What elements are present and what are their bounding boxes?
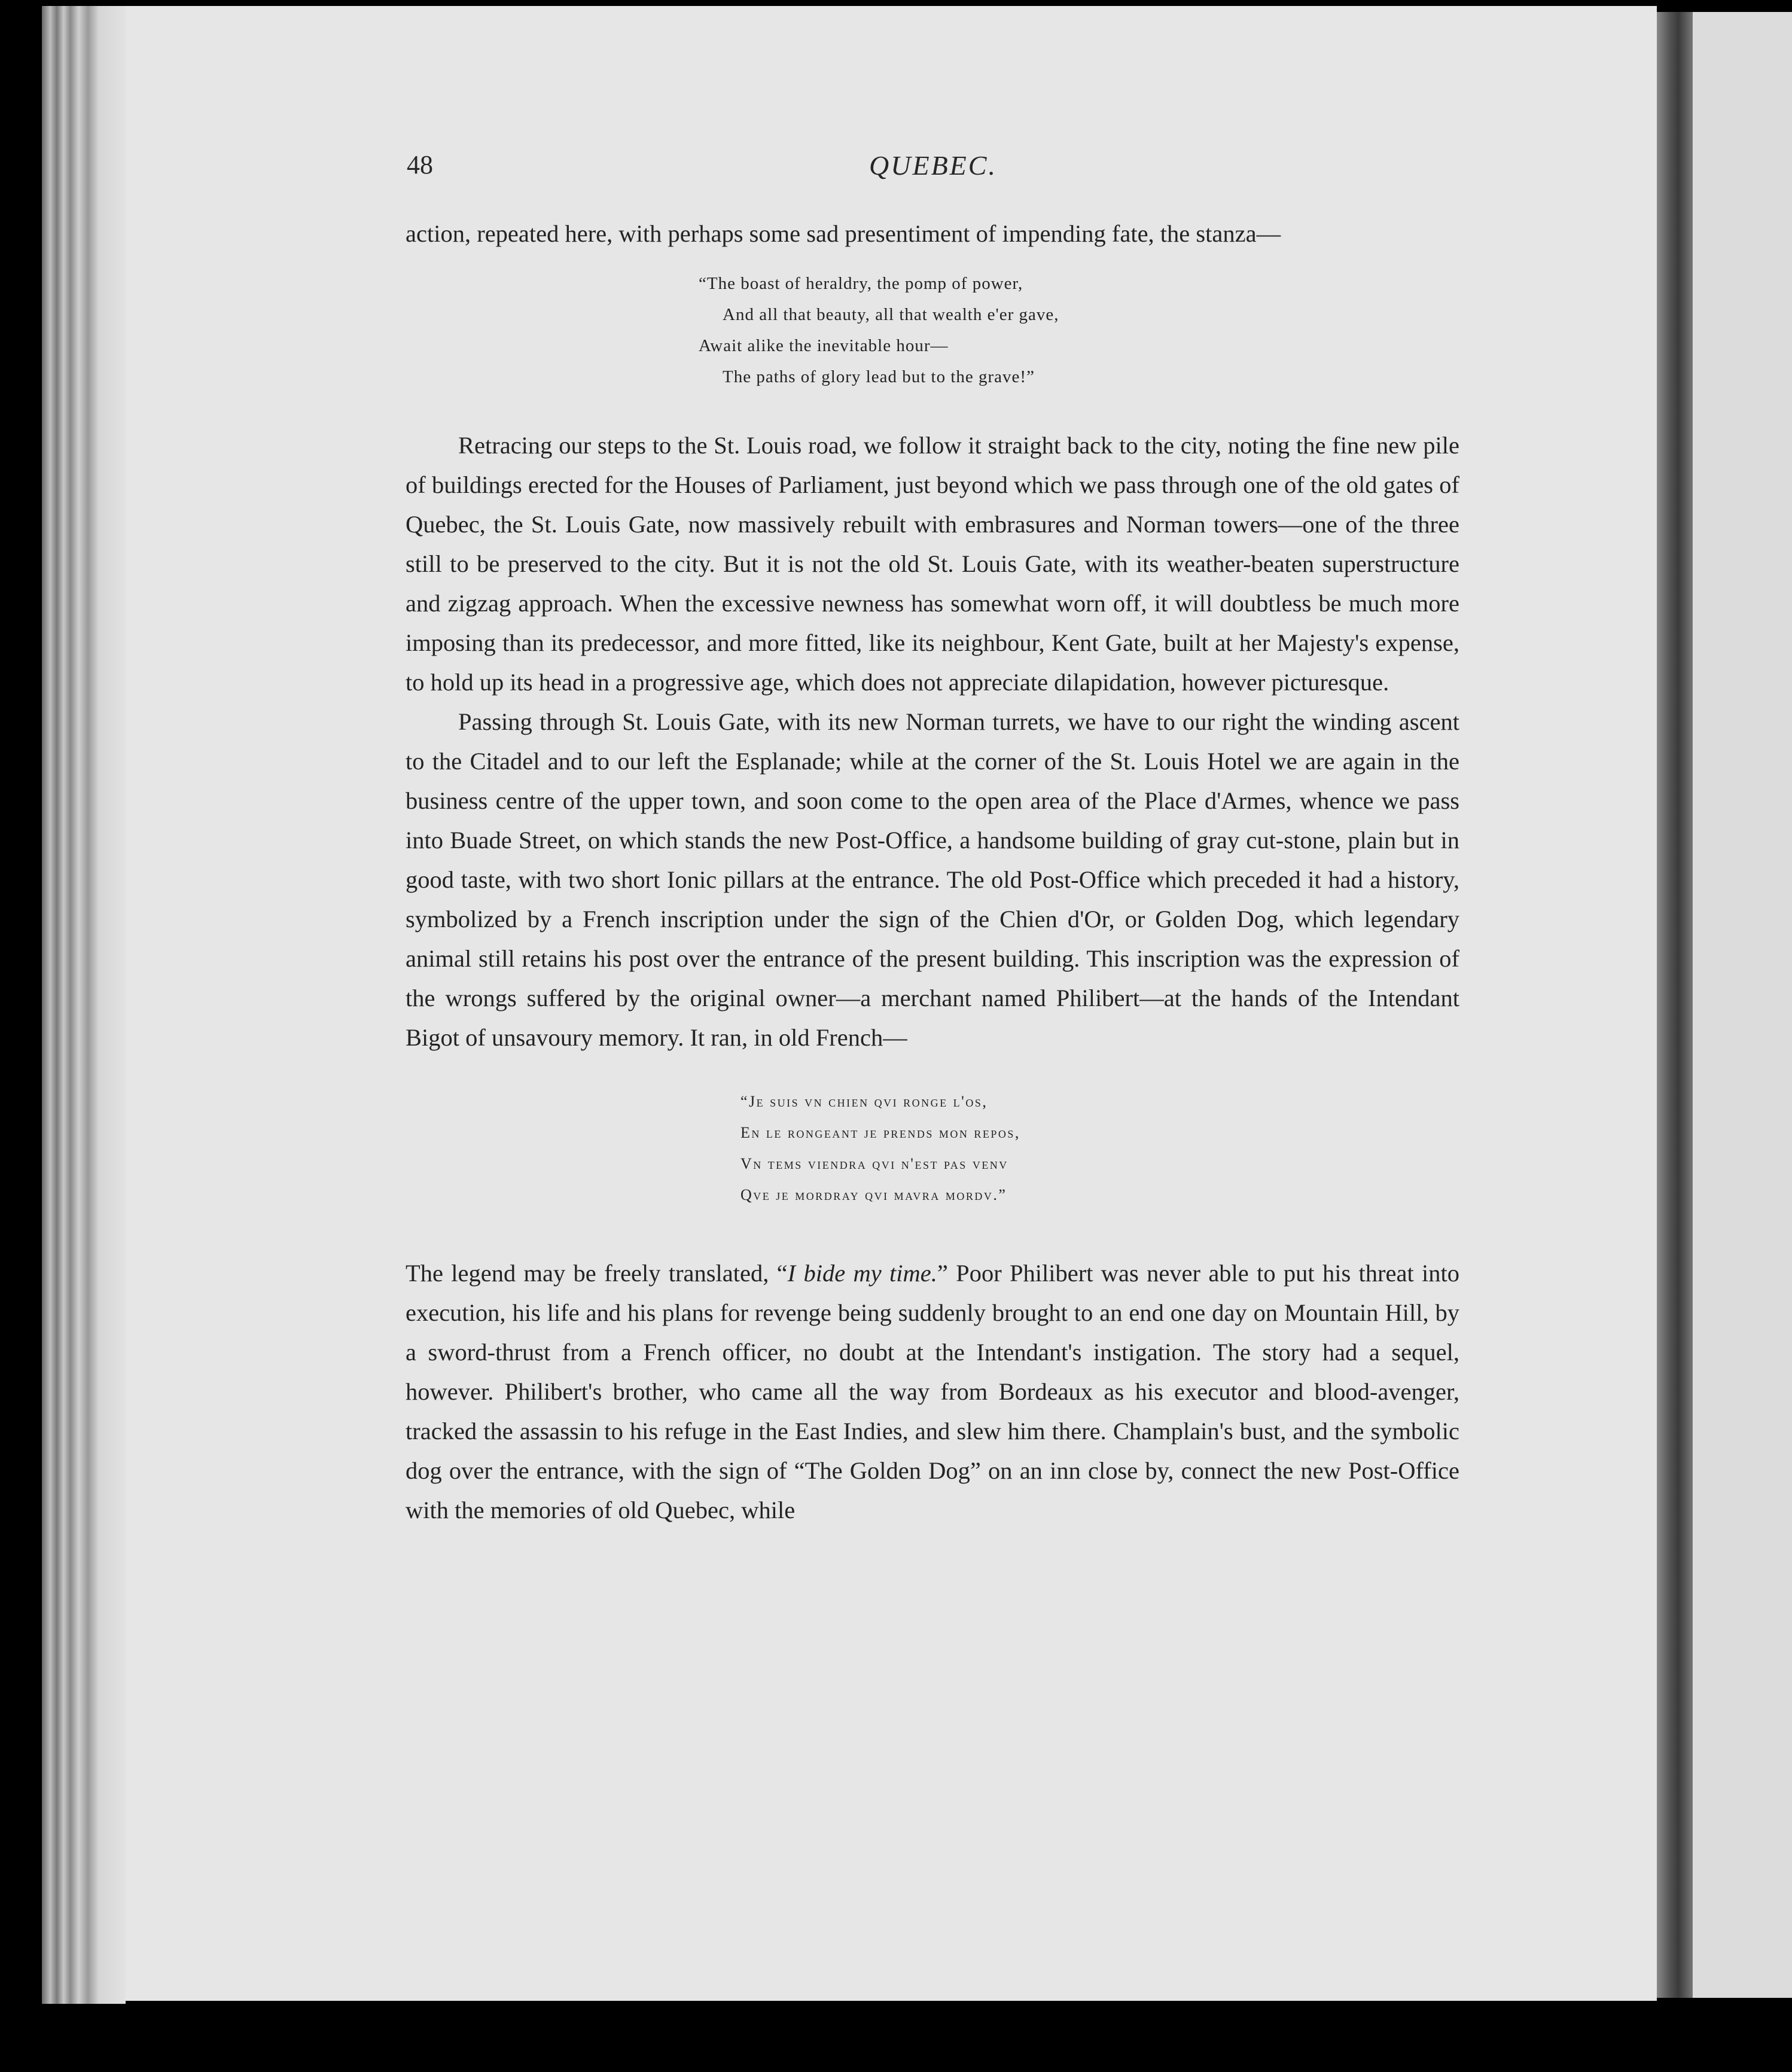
- paragraph-4-rest: ” Poor Philibert was never able to put his threat into execution, his life and his plans for revenge being suddenly brought to an end one day on Mountain Hill, by a sword-thrust from a French officer, no doubt at the Intendant's instigation. The story had a sequel, however. Philibert's brother, who came all the way from Bordeaux as his executor and blood-avenger, tracked the assassin to his refuge in the East Indies, and slew him there. Champlain's bust, and the symbolic dog over the entrance, with the sign of “The Golden Dog” on an inn close by, connect the new Post-Office with the memories of old Quebec, while: [406, 1260, 1460, 1523]
- verse-golden-dog-inscription: [740, 1086, 1459, 1211]
- paragraph-3: Passing through St. Louis Gate, with its new Norman turrets, we have to our right the winding ascent to the Citadel and to our left the Esplanade; while at the corner of the St. Louis Hotel we are again in the business centre of the upper town, and soon come to the open area of the Place d'Armes, whence we pass into Buade Street, on which stands the new Post-Office, a handsome building of gray cut-stone, plain but in good taste, with two short Ionic pillars at the entrance. The old Post-Office which preceded it had a history, symbolized by a French inscription under the sign of the Chien d'Or, or Golden Dog, which legendary animal still retains his post over the entrance of the present building. This inscription was the expression of the wrongs suffered by the original owner—a merchant named Philibert—at the hands of the Intendant Bigot of unsavoury memory. It ran, in old French—: [406, 708, 1459, 1051]
- paragraph-4: [406, 1254, 1459, 1530]
- verse-line: “The boast of heraldry, the pomp of power,: [699, 274, 1023, 293]
- body-text: [406, 214, 1459, 1530]
- book-gutter: [1657, 12, 1693, 1998]
- paragraph-4-italic: I bide my time.: [787, 1260, 937, 1287]
- verse-line: “Je suis vn chien qvi ronge l'os,: [740, 1093, 988, 1110]
- paragraph-1: action, repeated here, with perhaps some sad presentiment of impending fate, the stanza—: [406, 220, 1281, 247]
- verse-line: And all that beauty, all that wealth e'er gave,: [723, 305, 1059, 324]
- page-number: 48: [407, 150, 433, 179]
- verse-line: Vn tems viendra qvi n'est pas venv: [740, 1155, 1008, 1172]
- running-head: [407, 150, 1459, 191]
- running-title: QUEBEC.: [869, 150, 997, 181]
- verse-line: Qve je mordray qvi mavra mordv.”: [740, 1186, 1007, 1203]
- paragraph-4-start: The legend may be freely translated, “: [406, 1260, 788, 1287]
- paragraph-2: Retracing our steps to the St. Louis road, we follow it straight back to the city, noting the fine new pile of buildings erected for the Houses of Parliament, just beyond which we pass through one of the old gates of Quebec, the St. Louis Gate, now massively rebuilt with embrasures and Norman towers—one of the three still to be preserved to the city. But it is not the old St. Louis Gate, with its weather-beaten superstructure and zigzag approach. When the excessive newness has somewhat worn off, it will doubtless be much more imposing than its predecessor, and more fitted, like its neighbour, Kent Gate, built at her Majesty's expense, to hold up its head in a progressive age, which does not appreciate dilapidation, however picturesque.: [406, 432, 1459, 696]
- verse-gray-elegy: [699, 268, 1459, 392]
- verse-line: The paths of glory lead but to the grave!”: [723, 367, 1035, 386]
- verse-line: Await alike the inevitable hour—: [699, 336, 949, 355]
- page-edges: [42, 6, 126, 2004]
- facing-page-edge: [1693, 12, 1792, 1998]
- verse-line: En le rongeant je prends mon repos,: [740, 1124, 1020, 1141]
